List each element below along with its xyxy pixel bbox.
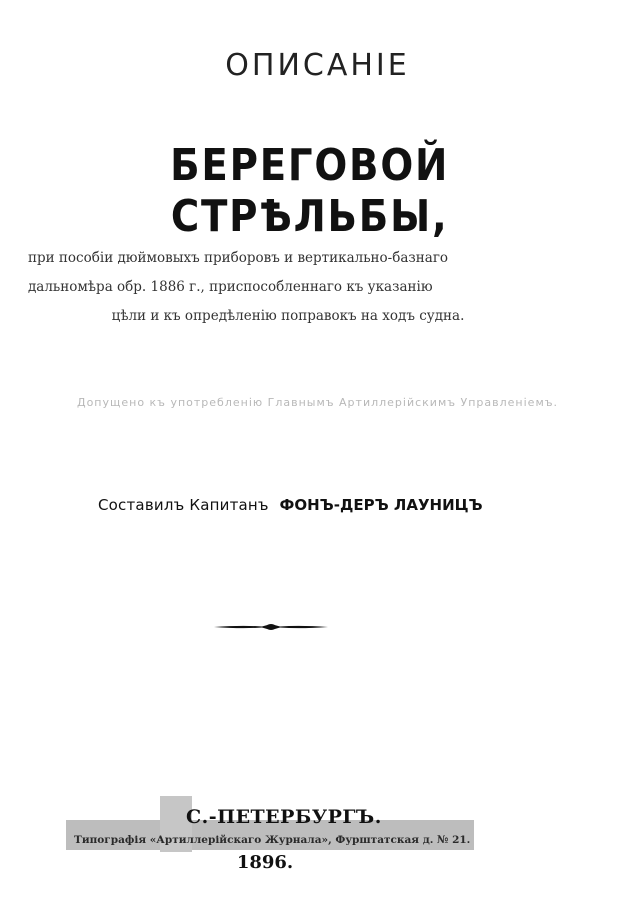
subtitle	[28, 244, 548, 331]
imprint-city: С.-ПЕТЕРБУРГЪ.	[186, 806, 382, 828]
subtitle-line-3: цѣли и къ опредѣленію поправокъ на ходъ судна.	[111, 308, 465, 324]
imprint-printer: Типографія «Артиллерійскаго Журнала», Фурштатская д. № 21.	[74, 834, 471, 846]
title-main: БЕРЕГОВОЙ СТРѢЛЬБЫ,	[170, 140, 450, 242]
author-name: ФОНЪ-ДЕРЪ ЛАУНИЦЪ	[279, 496, 483, 514]
author-line	[98, 496, 483, 514]
title-small: ОПИСАНІЕ	[225, 48, 410, 83]
subtitle-line-1: при пособіи дюймовыхъ приборовъ и вертикально-базнаго	[28, 250, 449, 266]
subtitle-line-2: дальномѣра обр. 1886 г., приспособленнаго къ указанію	[28, 279, 433, 295]
author-prefix: Составилъ Капитанъ	[98, 496, 269, 514]
imprint-year: 1896.	[236, 852, 294, 873]
ornament-divider-icon	[212, 620, 330, 634]
approval-note: Допущено къ употребленію Главнымъ Артиллерійскимъ Управленіемъ.	[76, 396, 559, 409]
